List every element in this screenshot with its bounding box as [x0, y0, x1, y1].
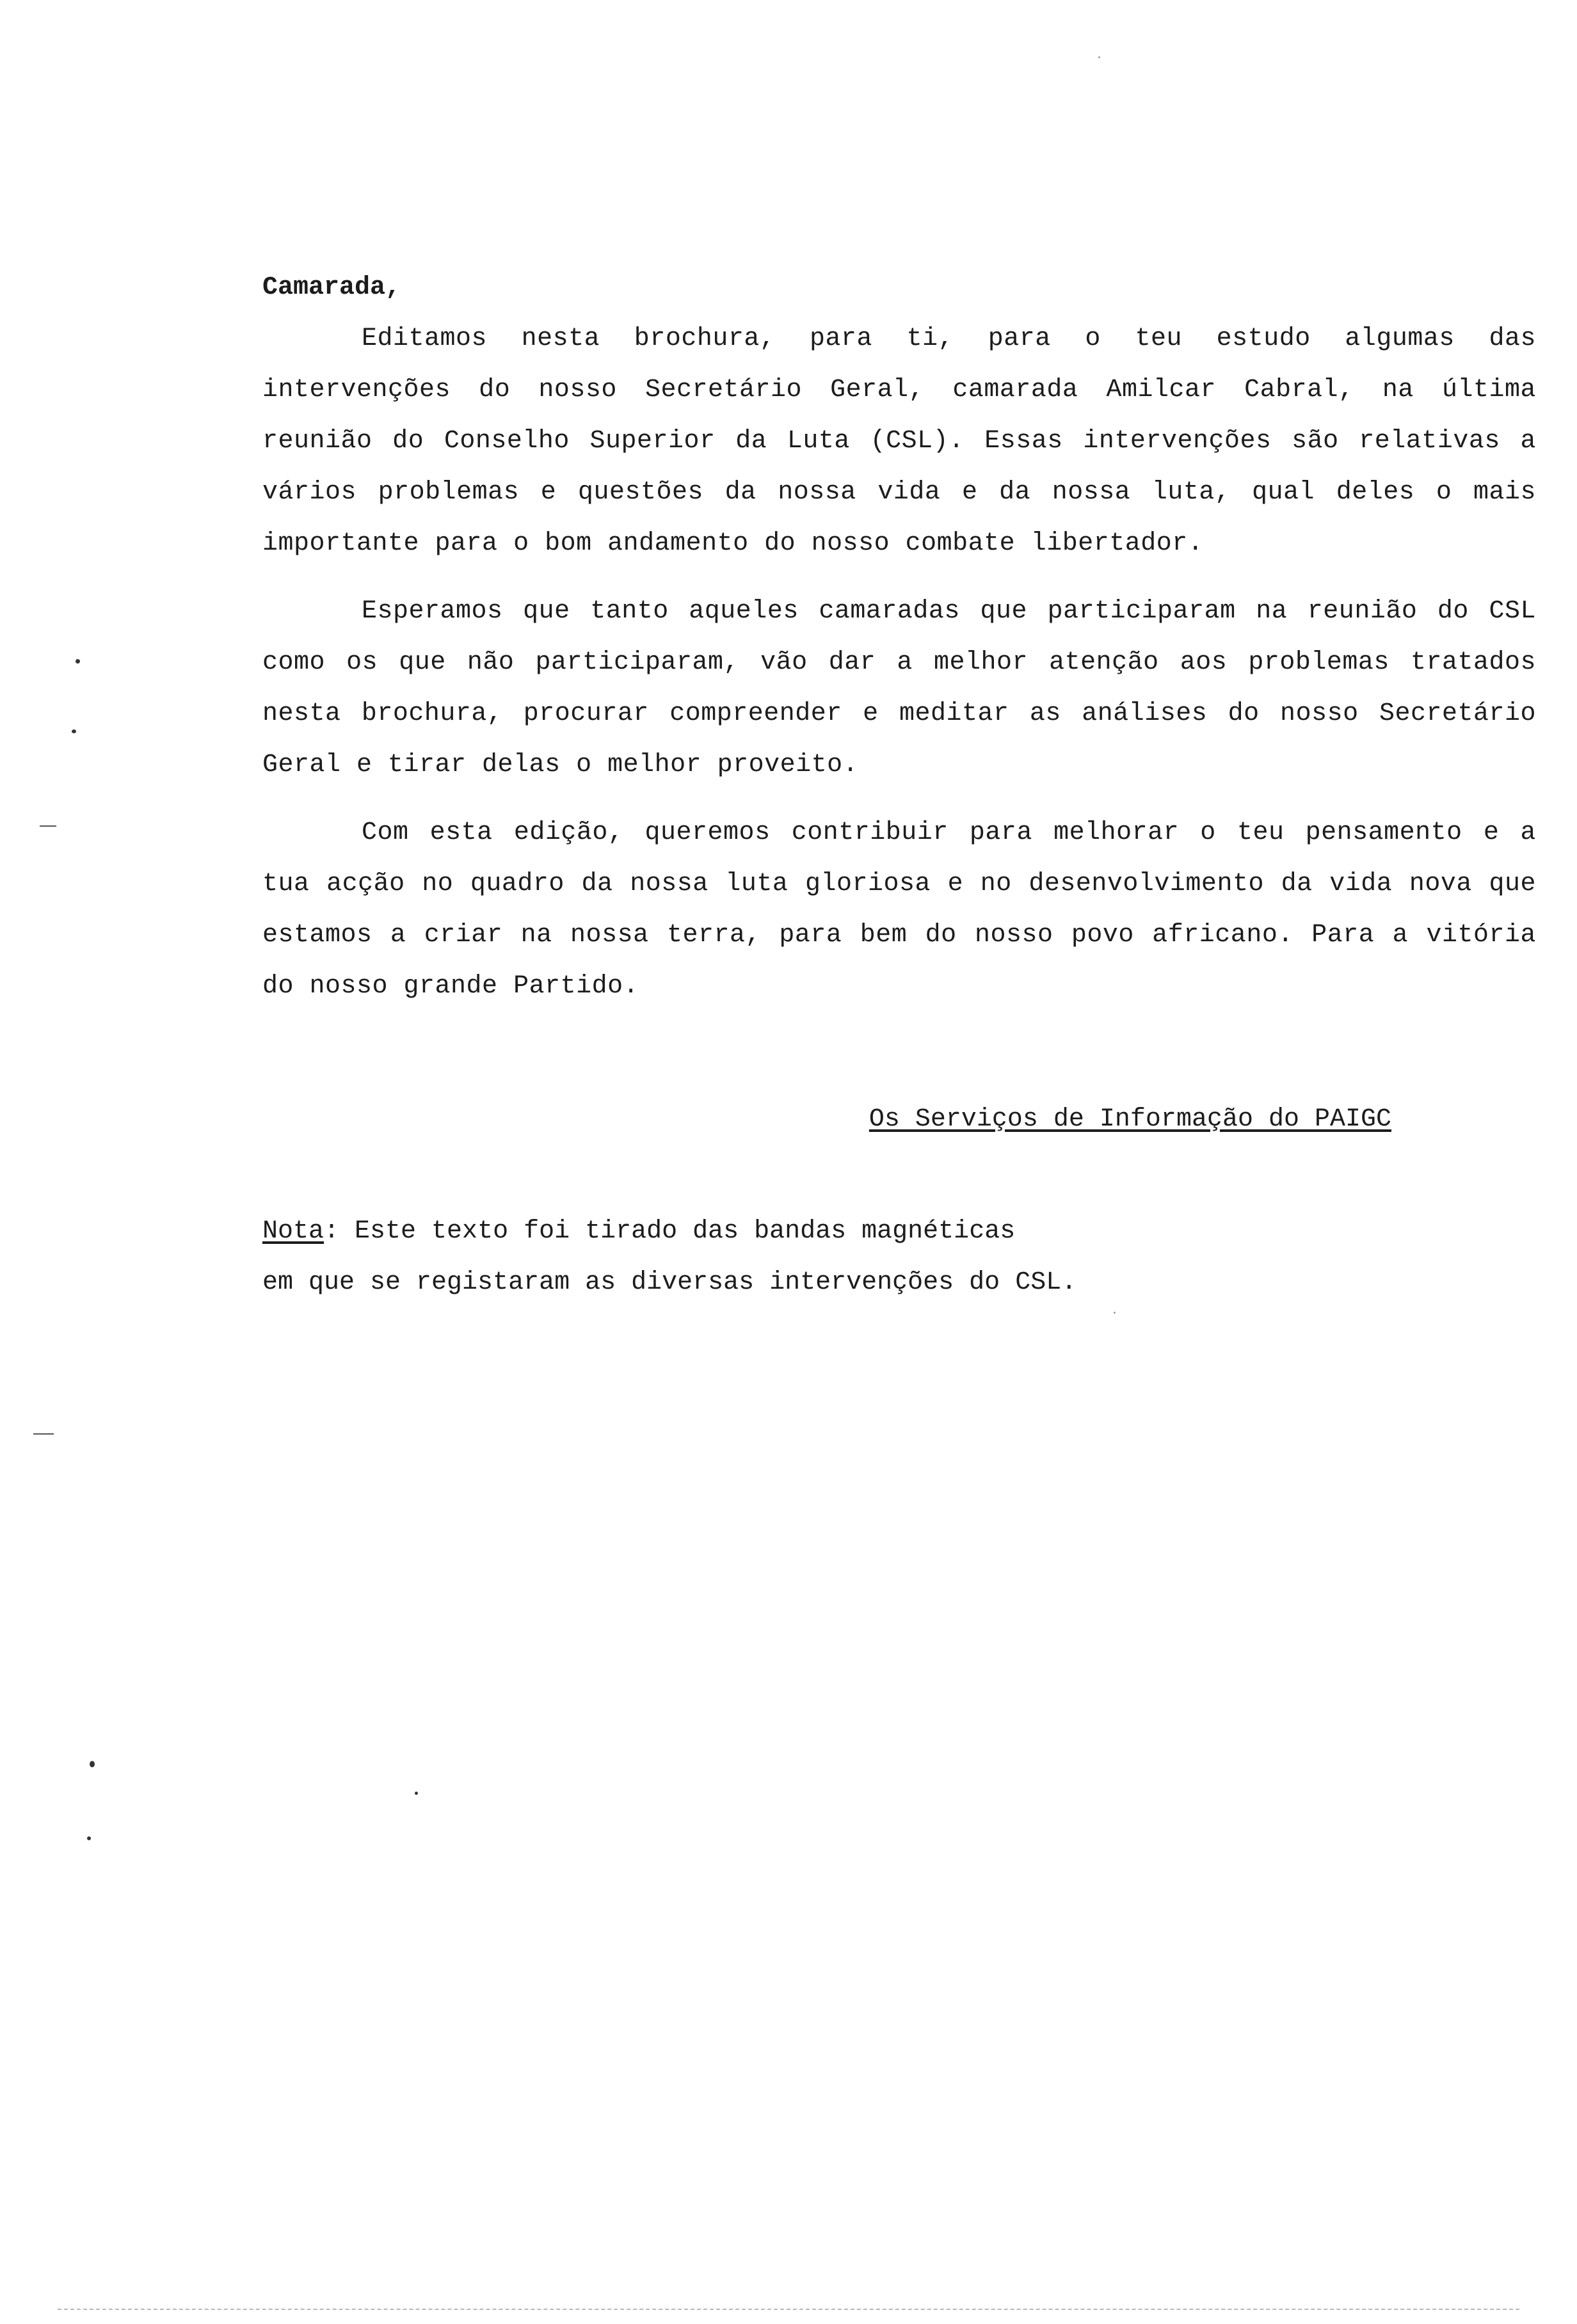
signature: Os Serviços de Informação do PAIGC: [869, 1105, 1391, 1134]
scan-mark: [33, 1433, 54, 1435]
scan-speck: [72, 729, 76, 733]
paragraph-1: Editamos nesta brochura, para ti, para o teu estudo algumas das intervenções do nosso Secretário Geral, camarada Amilcar Cabral, na última reunião do Conselho Superior da Luta (CSL). Essas intervenções são relativas a vários problemas e questões da nossa vida e da nossa luta, qual deles o mais importante para o bom andamento do nosso combate libertador.: [262, 324, 1536, 558]
bottom-edge-rule: [58, 2309, 1519, 2310]
note-line-1: [262, 1206, 1158, 1257]
salutation: Camarada,: [262, 273, 401, 302]
body-text: [262, 314, 1536, 1029]
scan-speck: [87, 1836, 91, 1840]
note-colon: :: [324, 1217, 355, 1246]
scan-speck: [1098, 56, 1100, 58]
scan-mark: [40, 825, 56, 827]
note-text-1: Este texto foi tirado das bandas magnéticas: [355, 1217, 1016, 1246]
note-line-2: em que se registaram as diversas intervenções do CSL.: [262, 1268, 1077, 1297]
scan-speck: [76, 659, 80, 664]
scan-speck: [1114, 1312, 1116, 1314]
paragraph-2: Esperamos que tanto aqueles camaradas que participaram na reunião do CSL como os que não participaram, vão dar a melhor atenção aos problemas tratados nesta brochura, procurar compreender e meditar as análises do nosso Secretário Geral e tirar delas o melhor proveito.: [262, 597, 1536, 779]
note: [262, 1206, 1158, 1309]
scan-speck: [90, 1761, 95, 1767]
paragraph-3: Com esta edição, queremos contribuir para melhorar o teu pensamento e a tua acção no quadro da nossa luta gloriosa e no desenvolvimento da vida nova que estamos a criar na nossa terra, para bem do nosso povo africano. Para a vitória do nosso grande Partido.: [262, 818, 1536, 1001]
note-label: Nota: [262, 1217, 324, 1246]
scan-speck: [415, 1792, 418, 1795]
